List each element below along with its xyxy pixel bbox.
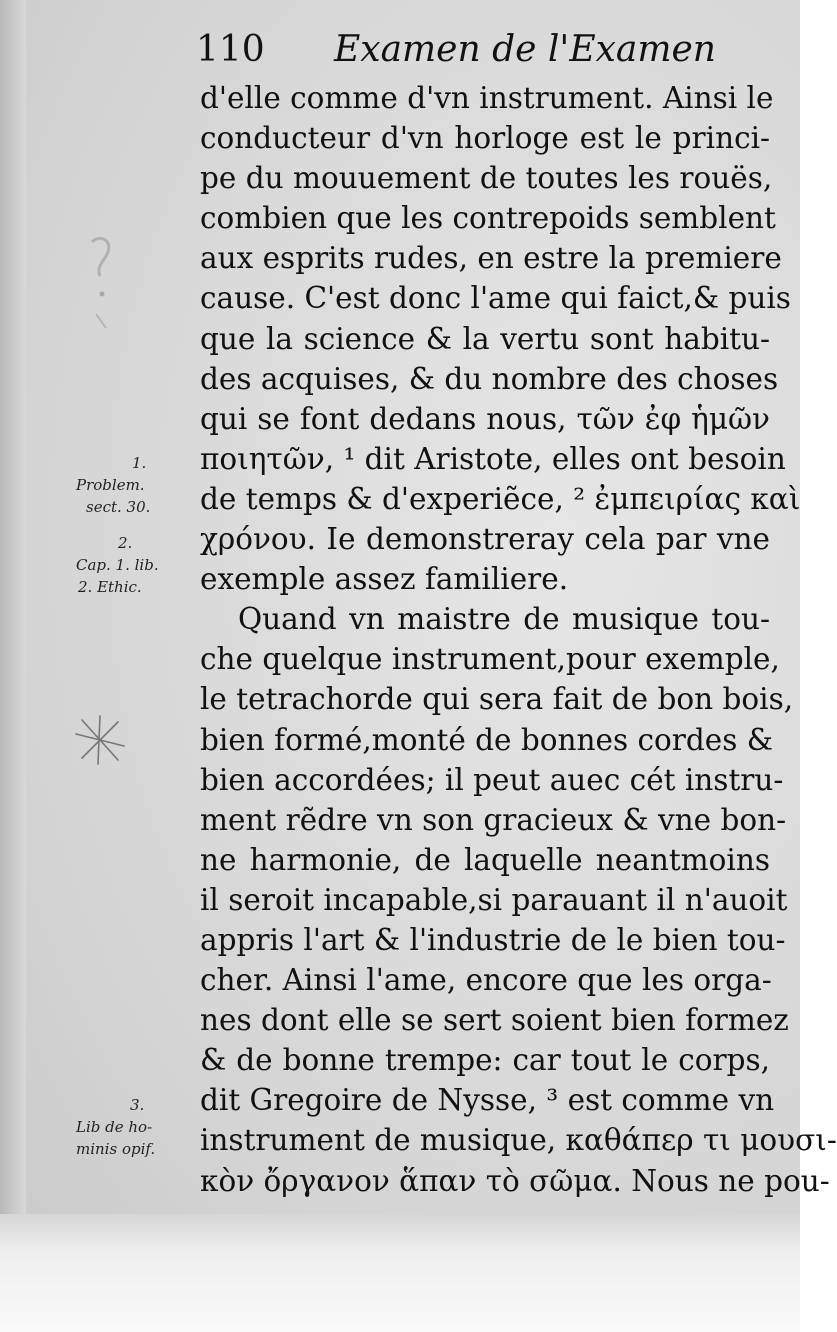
text-line: de temps & d'experiẽce, ² ἐμπειρίας καὶ: [200, 481, 801, 516]
text-line: conducteur d'vn horloge est le princi-: [200, 121, 770, 156]
text-line: ποιητῶν, ¹ dit Aristote, elles ont besoin: [200, 441, 786, 476]
page-header: [196, 26, 756, 74]
text-line: exemple assez familiere.: [200, 562, 569, 597]
body-text: [200, 78, 837, 1201]
text-line: qui se font dedans nous, τῶν ἐφ ἡμῶν: [200, 401, 770, 436]
text-line: bien formé,monté de bonnes cordes &: [200, 722, 774, 757]
running-head: Examen de l'Examen: [334, 29, 716, 70]
asterisk-ornament-icon: [72, 712, 128, 768]
text-line: que la science & la vertu sont habitu-: [200, 321, 770, 356]
text-line: cher. Ainsi l'ame, encore que les orga-: [200, 963, 772, 998]
margin-note-1-line: sect. 30.: [86, 498, 151, 516]
text-line: aux esprits rudes, en estre la premiere: [200, 241, 782, 276]
text-line: cause. C'est donc l'ame qui faict,& puis: [200, 281, 791, 316]
margin-note-2-line: Cap. 1. lib.: [76, 556, 159, 574]
text-line: il seroit incapable,si parauant il n'auoit: [200, 882, 788, 917]
ink-smudge-mark: [86, 232, 116, 332]
text-line: des acquises, & du nombre des choses: [200, 361, 779, 396]
margin-note-3: [70, 1094, 195, 1160]
page-bottom-margin: [0, 1214, 800, 1332]
margin-note-2-line: 2. Ethic.: [78, 578, 142, 596]
text-line: bien accordées; il peut auec cét instru-: [200, 762, 784, 797]
page-number: 110: [196, 29, 265, 70]
margin-note-1: [70, 452, 195, 518]
text-line: le tetrachorde qui sera fait de bon bois,: [200, 682, 794, 717]
text-line: κὸν ὄργανον ἅπαν τὸ σῶμα. Nous ne pou-: [200, 1163, 830, 1198]
margin-note-2-number: 2.: [118, 534, 133, 552]
text-line: ne harmonie, de laquelle neantmoins: [200, 842, 770, 877]
margin-note-3-number: 3.: [130, 1096, 145, 1114]
text-line: ment rẽdre vn son gracieux & vne bon-: [200, 802, 787, 837]
margin-note-1-line: Problem.: [76, 476, 145, 494]
text-line: χρόνου. Ie demonstreray cela par vne: [200, 522, 770, 557]
margin-note-3-line: minis opif.: [76, 1140, 156, 1158]
margin-note-3-line: Lib de ho-: [76, 1118, 153, 1136]
page-gutter-shadow: [0, 0, 26, 1332]
text-line: che quelque instrument,pour exemple,: [200, 642, 780, 677]
paragraph-first-line: Quand vn maistre de musique tou-: [238, 602, 770, 637]
text-line: dit Gregoire de Nysse, ³ est comme vn: [200, 1083, 775, 1118]
text-line: nes dont elle se sert soient bien formez: [200, 1003, 789, 1038]
margin-note-2: [70, 532, 195, 598]
text-line: combien que les contrepoids semblent: [200, 201, 776, 236]
margin-note-1-number: 1.: [132, 454, 147, 472]
text-line: appris l'art & l'industrie de le bien tou-: [200, 922, 786, 957]
text-line: d'elle comme d'vn instrument. Ainsi le: [200, 81, 774, 115]
text-line: & de bonne trempe: car tout le corps,: [200, 1043, 770, 1078]
text-line: instrument de musique, καθάπερ τι μουσι-: [200, 1123, 837, 1158]
text-line: pe du mouuement de toutes les rouës,: [200, 161, 773, 196]
